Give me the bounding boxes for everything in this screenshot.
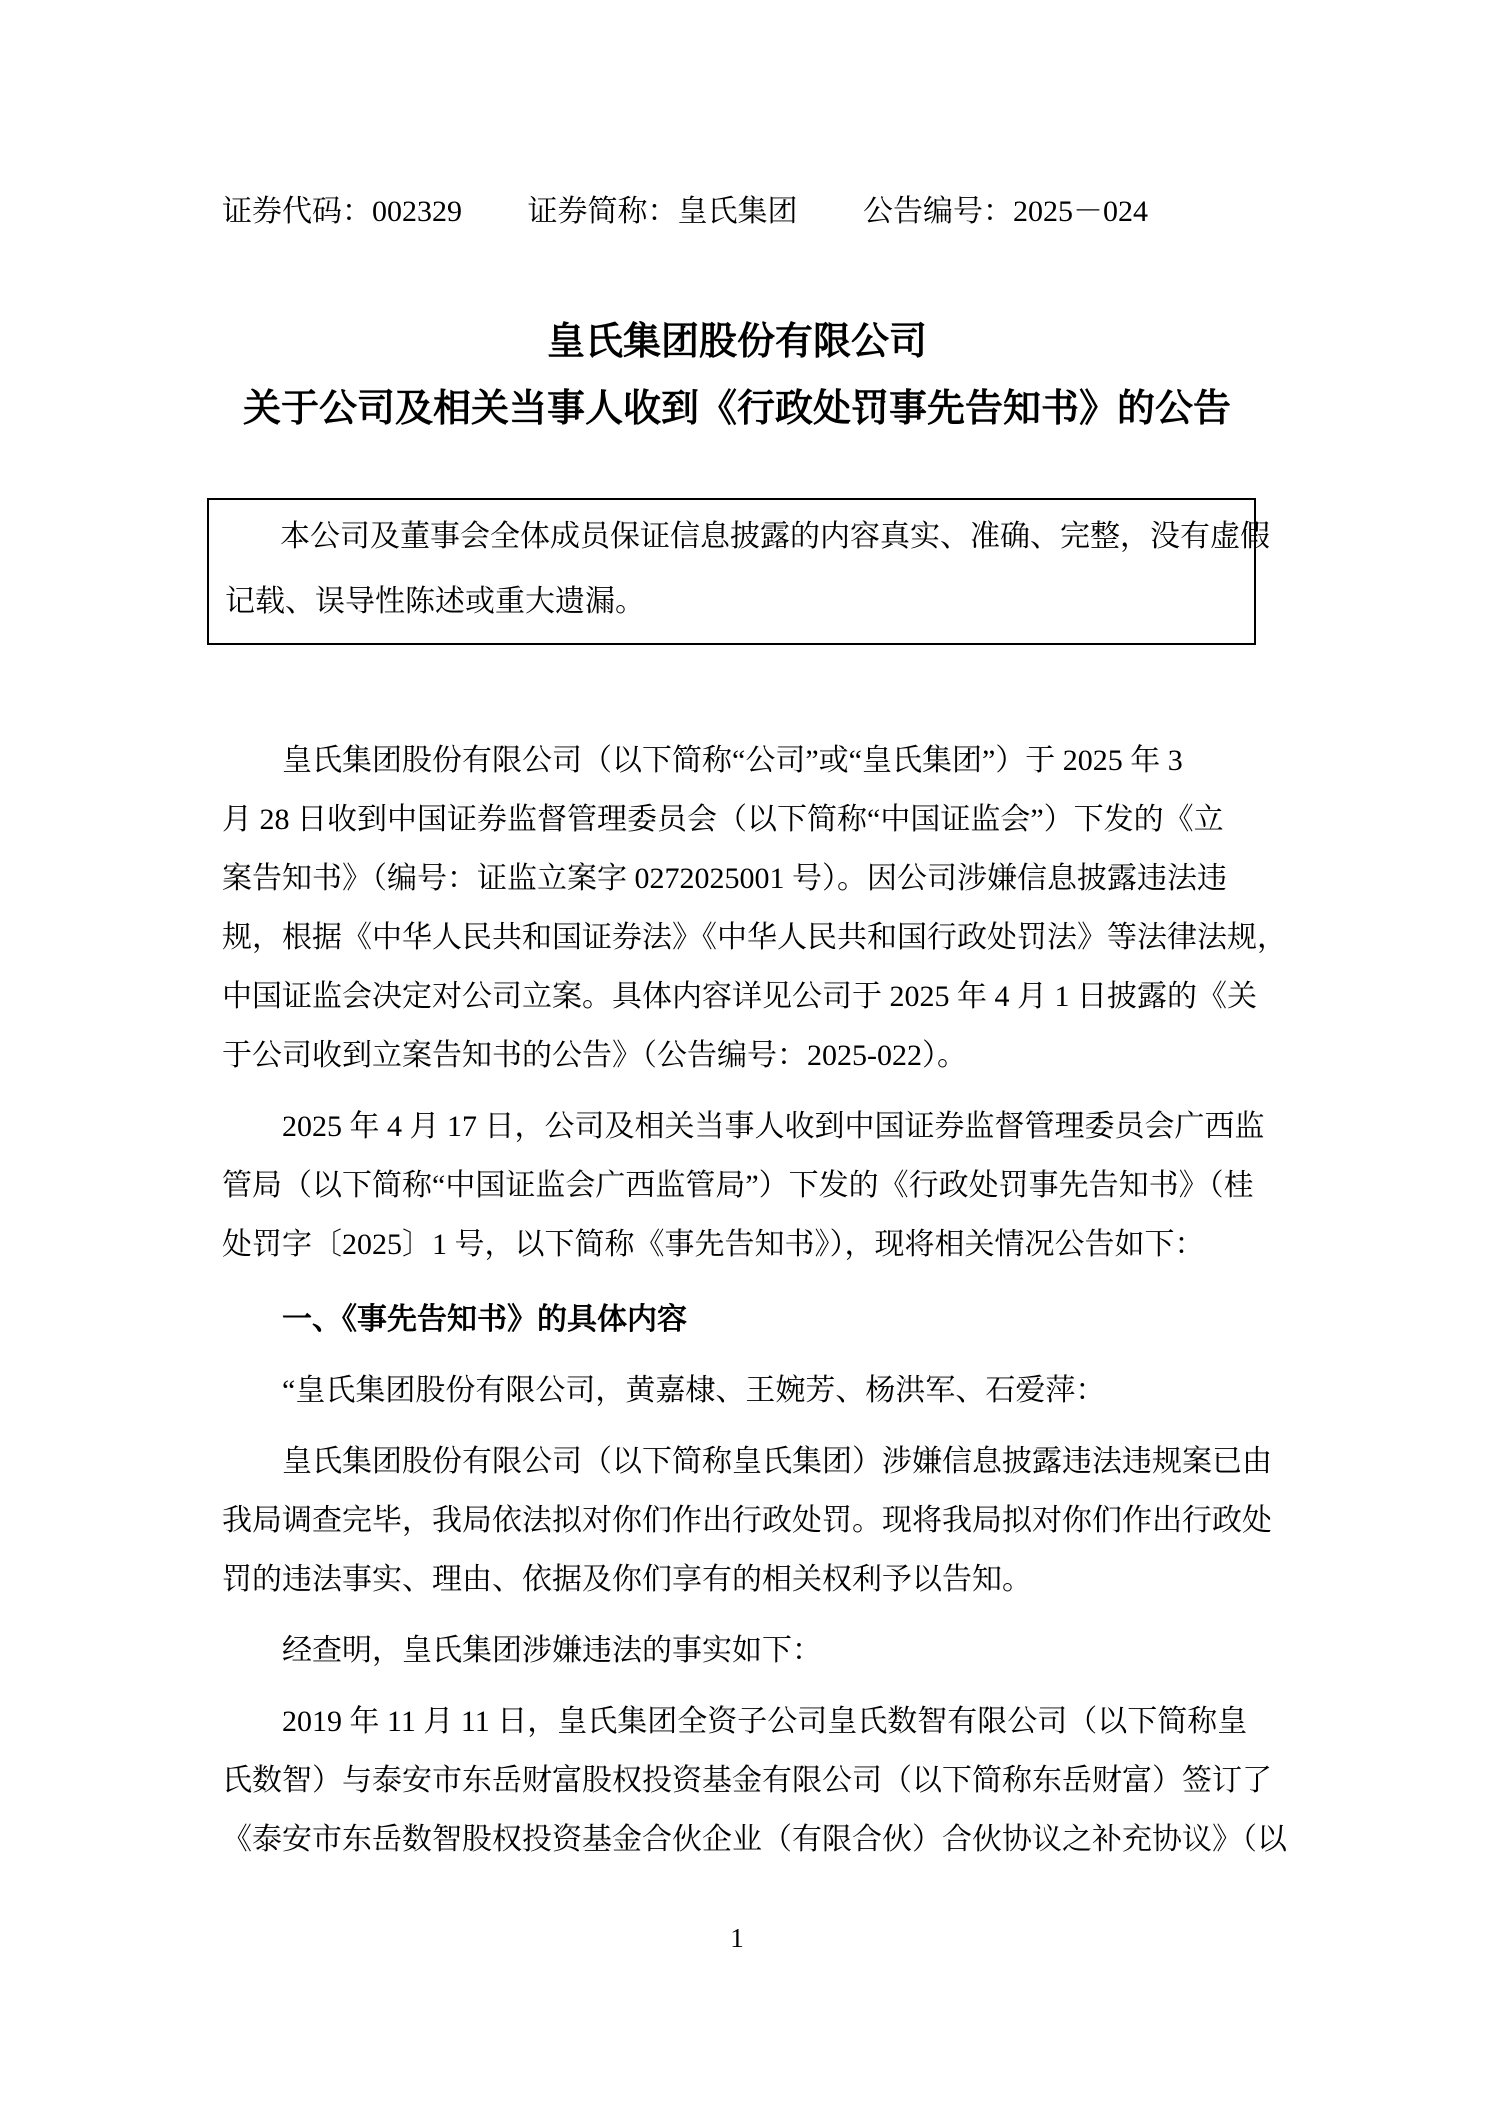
- stock-code: 证券代码：002329: [222, 195, 462, 228]
- paragraph-line: 我局调查完毕，我局依法拟对你们作出行政处罚。现将我局拟对你们作出行政处: [222, 1504, 1272, 1537]
- heading-line: 一、《事先告知书》的具体内容: [282, 1303, 687, 1336]
- document-body: [222, 731, 1287, 1869]
- para-salutation: [222, 1361, 1252, 1420]
- page-number: 1: [730, 1923, 744, 1953]
- paragraph-line: 管局（以下简称“中国证监会广西监管局”）下发的《行政处罚事先告知书》（桂: [222, 1169, 1254, 1202]
- paragraph-line: 皇氏集团股份有限公司（以下简称“公司”或“皇氏集团”）于 2025 年 3: [282, 744, 1183, 777]
- disclaimer-line: 本公司及董事会全体成员保证信息披露的内容真实、准确、完整，没有虚假: [280, 520, 1270, 553]
- securities-header: [222, 193, 1252, 230]
- announcement-number: 公告编号：2025－024: [863, 195, 1148, 228]
- stock-abbreviation: 证券简称：皇氏集团: [527, 195, 798, 228]
- paragraph-line: 2019 年 11 月 11 日，皇氏集团全资子公司皇氏数智有限公司（以下简称皇: [282, 1705, 1248, 1738]
- section-1-heading: [222, 1290, 1252, 1349]
- paragraph-line: 于公司收到立案告知书的公告》（公告编号：2025-022）。: [222, 1039, 967, 1072]
- para-notice-received: [222, 1097, 1265, 1274]
- para-case-filing: [222, 731, 1287, 1085]
- para-facts-intro: [222, 1621, 1252, 1680]
- paragraph-line: 经查明，皇氏集团涉嫌违法的事实如下：: [282, 1634, 822, 1667]
- paragraph-line: 罚的违法事实、理由、依据及你们享有的相关权利予以告知。: [222, 1563, 1032, 1596]
- paragraph-line: 氏数智）与泰安市东岳财富股权投资基金有限公司（以下简称东岳财富）签订了: [222, 1764, 1272, 1797]
- paragraph-line: 处罚字〔2025〕1 号，以下简称《事先告知书》），现将相关情况公告如下：: [222, 1228, 1205, 1261]
- para-2019-agreement: [222, 1692, 1287, 1869]
- paragraph-line: 《泰安市东岳数智股权投资基金合伙企业（有限合伙）合伙协议之补充协议》（以: [222, 1823, 1287, 1856]
- para-investigation-done: [222, 1432, 1272, 1609]
- paragraph-line: “皇氏集团股份有限公司，黄嘉棣、王婉芳、杨洪军、石爱萍：: [282, 1374, 1106, 1407]
- paragraph-line: 中国证监会决定对公司立案。具体内容详见公司于 2025 年 4 月 1 日披露的《关: [222, 980, 1257, 1013]
- paragraph-line: 皇氏集团股份有限公司（以下简称皇氏集团）涉嫌信息披露违法违规案已由: [282, 1445, 1272, 1478]
- disclaimer-box: [207, 498, 1270, 645]
- paragraph-line: 规，根据《中华人民共和国证券法》《中华人民共和国行政处罚法》等法律法规，: [222, 921, 1287, 954]
- company-name-title: 皇氏集团股份有限公司: [546, 321, 927, 363]
- announcement-title: 关于公司及相关当事人收到《行政处罚事先告知书》的公告: [242, 388, 1231, 430]
- paragraph-line: 案告知书》（编号：证监立案字 0272025001 号）。因公司涉嫌信息披露违法违: [222, 862, 1227, 895]
- disclaimer-line: 记载、误导性陈述或重大遗漏。: [225, 585, 645, 618]
- paragraph-line: 月 28 日收到中国证券监督管理委员会（以下简称“中国证监会”）下发的《立: [222, 803, 1224, 836]
- paragraph-line: 2025 年 4 月 17 日，公司及相关当事人收到中国证券监督管理委员会广西监: [282, 1110, 1265, 1143]
